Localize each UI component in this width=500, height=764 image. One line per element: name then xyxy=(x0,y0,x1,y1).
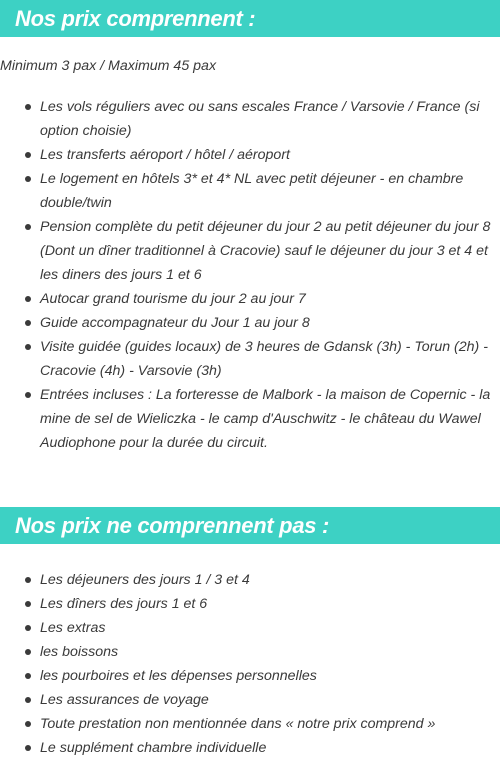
bullet-icon xyxy=(25,721,31,727)
list-item-text: Les vols réguliers avec ou sans escales France / Varsovie / France (si option choisie) xyxy=(40,99,480,139)
list-item xyxy=(40,167,500,215)
list-item-text: Guide accompagnateur du Jour 1 au jour 8 xyxy=(40,315,310,331)
included-section-header xyxy=(0,0,500,37)
list-item xyxy=(40,383,500,455)
group-size-text: Minimum 3 pax / Maximum 45 pax xyxy=(0,58,217,74)
list-item xyxy=(40,311,500,335)
bullet-icon xyxy=(25,392,31,398)
list-item xyxy=(40,616,500,640)
list-item-text: les boissons xyxy=(40,644,119,660)
bullet-icon xyxy=(25,344,31,350)
bullet-icon xyxy=(25,601,31,607)
list-item-text: Entrées incluses : La forteresse de Malbork - la maison de Copernic - la mine de sel de Wieliczka - le camp d'Auschwitz - le château du Wawel Audiophone pour la durée du circuit. xyxy=(40,387,491,451)
list-item xyxy=(40,664,500,688)
included-section-title: Nos prix comprennent : xyxy=(15,5,256,31)
bullet-icon xyxy=(25,224,31,230)
bullet-icon xyxy=(25,697,31,703)
list-item xyxy=(40,287,500,311)
bullet-icon xyxy=(25,625,31,631)
list-item xyxy=(40,736,500,760)
list-item-text: Pension complète du petit déjeuner du jour 2 au petit déjeuner du jour 8 (Dont un dîner traditionnel à Cracovie) sauf le déjeuner du jour 3 et 4 et les diners des jours 1 et 6 xyxy=(40,219,491,283)
bullet-icon xyxy=(25,152,31,158)
included-list xyxy=(0,95,500,455)
list-item-text: Autocar grand tourisme du jour 2 au jour 7 xyxy=(40,291,306,307)
list-item xyxy=(40,143,500,167)
list-item xyxy=(40,95,500,143)
excluded-section-title: Nos prix ne comprennent pas : xyxy=(15,512,330,538)
list-item-text: Toute prestation non mentionnée dans « notre prix comprend » xyxy=(40,716,436,732)
list-item-text: Les dîners des jours 1 et 6 xyxy=(40,596,208,612)
list-item-text: les pourboires et les dépenses personnelles xyxy=(40,668,317,684)
list-item xyxy=(40,640,500,664)
list-item xyxy=(40,592,500,616)
bullet-icon xyxy=(25,673,31,679)
list-item-text: Visite guidée (guides locaux) de 3 heures de Gdansk (3h) - Torun (2h) - Cracovie (4h) - Varsovie (3h) xyxy=(40,339,488,379)
list-item-text: Les déjeuners des jours 1 / 3 et 4 xyxy=(40,572,250,588)
list-item xyxy=(40,335,500,383)
list-item xyxy=(40,568,500,592)
list-item xyxy=(40,712,500,736)
list-item-text: Le logement en hôtels 3* et 4* NL avec petit déjeuner - en chambre double/twin xyxy=(40,171,464,211)
bullet-icon xyxy=(25,296,31,302)
list-item-text: Les assurances de voyage xyxy=(40,692,209,708)
list-item xyxy=(40,215,500,287)
list-item-text: Les extras xyxy=(40,620,106,636)
list-item xyxy=(40,688,500,712)
bullet-icon xyxy=(25,745,31,751)
excluded-list xyxy=(0,568,500,760)
bullet-icon xyxy=(25,320,31,326)
bullet-icon xyxy=(25,649,31,655)
list-item-text: Les transferts aéroport / hôtel / aéroport xyxy=(40,147,290,163)
bullet-icon xyxy=(25,104,31,110)
excluded-section-header xyxy=(0,507,500,544)
bullet-icon xyxy=(25,176,31,182)
bullet-icon xyxy=(25,577,31,583)
list-item-text: Le supplément chambre individuelle xyxy=(40,740,267,756)
